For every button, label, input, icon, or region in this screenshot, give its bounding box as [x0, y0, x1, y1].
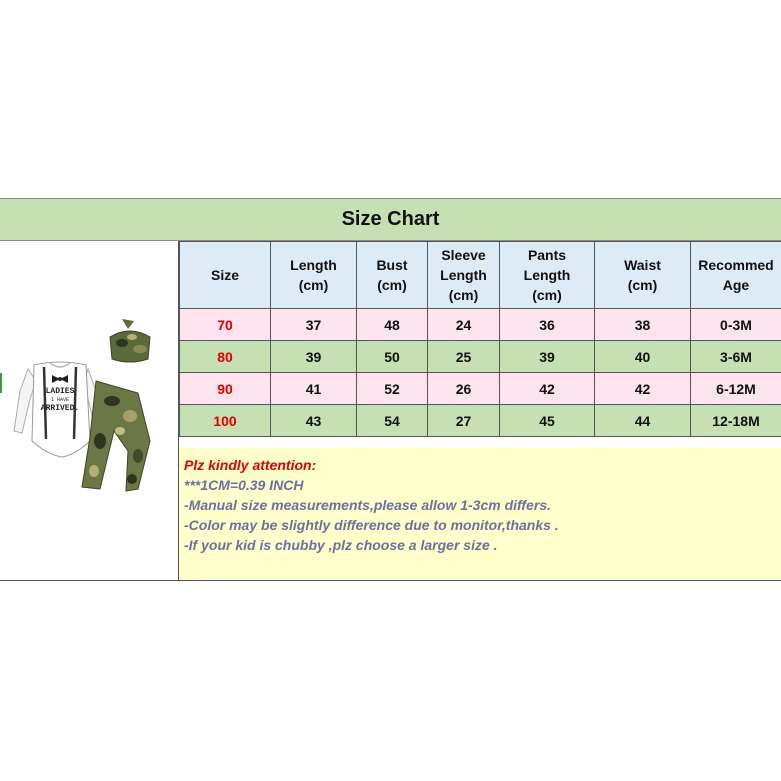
product-image-cell — [0, 241, 179, 581]
age-value: 3-6M — [691, 341, 781, 373]
size-value: 100 — [180, 405, 271, 437]
pants-value: 36 — [500, 309, 595, 341]
table-row — [180, 405, 781, 437]
table-row — [180, 309, 781, 341]
note-line: -If your kid is chubby ,plz choose a larger size . — [184, 537, 498, 553]
print-line-2: I HAVE — [50, 397, 70, 403]
length-value: 43 — [271, 405, 357, 437]
header-waist: Waist (cm) — [595, 242, 691, 309]
pants-value: 45 — [500, 405, 595, 437]
waist-value: 38 — [595, 309, 691, 341]
age-value: 0-3M — [691, 309, 781, 341]
length-value: 41 — [271, 373, 357, 405]
product-image — [0, 241, 179, 581]
size-table — [179, 241, 781, 437]
header-size: Size — [180, 242, 271, 309]
print-line-3: ARRIVED. — [40, 404, 80, 413]
sleeve-value: 25 — [428, 341, 500, 373]
note-line: -Manual size measurements,please allow 1-3cm differs. — [184, 497, 552, 513]
size-value: 90 — [180, 373, 271, 405]
bust-value: 54 — [357, 405, 428, 437]
table-header-row — [180, 242, 781, 309]
waist-value: 44 — [595, 405, 691, 437]
notes-heading: Plz kindly attention: — [184, 457, 317, 473]
notes-box — [179, 448, 781, 581]
bust-value: 52 — [357, 373, 428, 405]
age-value: 6-12M — [691, 373, 781, 405]
sleeve-value: 26 — [428, 373, 500, 405]
note-line: ***1CM=0.39 INCH — [184, 477, 304, 493]
waist-value: 42 — [595, 373, 691, 405]
size-chart-title: Size Chart — [341, 208, 440, 230]
header-length: Length (cm) — [271, 242, 357, 309]
length-value: 37 — [271, 309, 357, 341]
size-chart — [0, 198, 781, 582]
size-value: 70 — [180, 309, 271, 341]
pants-value: 42 — [500, 373, 595, 405]
edge-marker — [0, 373, 2, 393]
header-sleeve-length: Sleeve Length (cm) — [428, 242, 500, 309]
sleeve-value: 27 — [428, 405, 500, 437]
length-value: 39 — [271, 341, 357, 373]
header-bust: Bust (cm) — [357, 242, 428, 309]
header-pants-length: Pants Length (cm) — [500, 242, 595, 309]
table-row — [180, 341, 781, 373]
sleeve-value: 24 — [428, 309, 500, 341]
bust-value: 50 — [357, 341, 428, 373]
waist-value: 40 — [595, 341, 691, 373]
bust-value: 48 — [357, 309, 428, 341]
age-value: 12-18M — [691, 405, 781, 437]
table-row — [180, 373, 781, 405]
print-line-1: LADIES — [45, 387, 75, 396]
size-chart-title-bar — [0, 198, 781, 241]
header-recommend-age: Recommed Age — [691, 242, 781, 309]
pants-value: 39 — [500, 341, 595, 373]
hat-knot — [122, 319, 134, 329]
note-line: -Color may be slightly difference due to monitor,thanks . — [184, 517, 559, 533]
size-value: 80 — [180, 341, 271, 373]
